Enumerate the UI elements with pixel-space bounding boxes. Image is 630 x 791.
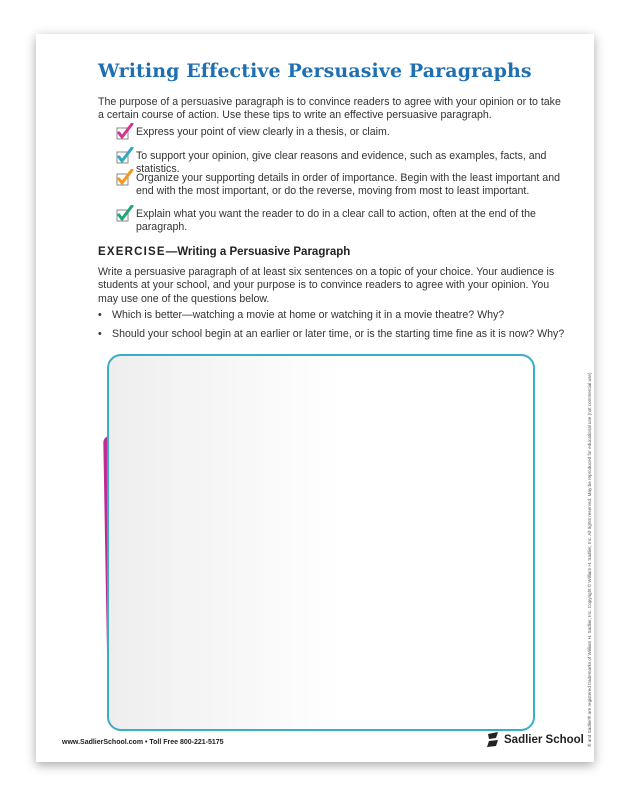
logo-text: Sadlier School: [504, 734, 584, 746]
exercise-label: EXERCISE: [98, 246, 166, 258]
tip-text: To support your opinion, give clear reasons and evidence, such as examples, facts, and statistics.: [136, 150, 547, 176]
exercise-instructions: Write a persuasive paragraph of at least six sentences on a topic of your choice. Your audience is students at your school, and your purpose is to convince readers to agree with your opinion. You may use one of the questions below.: [98, 266, 555, 305]
checkbox-check-icon: [116, 205, 134, 222]
exercise-title: Writing a Persuasive Paragraph: [177, 246, 351, 258]
tip-text: Organize your supporting details in order of importance. Begin with the least important and end with the most important, or do the reverse, moving from most to least important.: [136, 172, 560, 198]
exercise-heading: [98, 246, 350, 258]
exercise-dash: —: [165, 246, 178, 258]
intro-paragraph: The purpose of a persuasive paragraph is to convince readers to agree with your opinion or to take a certain course of action. Use these tips to write an effective persuasive paragraph.: [98, 96, 561, 122]
question-text: Should your school begin at an earlier or later time, or is the starting time fine as it is now? Why?: [112, 328, 565, 340]
footer-contact: www.SadlierSchool.com • Toll Free 800-221-5175: [62, 739, 224, 746]
tip-text: Express your point of view clearly in a thesis, or claim.: [136, 126, 390, 138]
worksheet-page: [36, 34, 594, 762]
checkbox-check-icon: [116, 169, 134, 186]
writing-area-box[interactable]: [107, 354, 535, 731]
bullet-glyph: •: [98, 309, 102, 321]
question-text: Which is better—watching a movie at home or watching it in a movie theatre? Why?: [112, 309, 505, 321]
checkbox-check-icon: [116, 123, 134, 140]
tip-text: Explain what you want the reader to do in a clear call to action, often at the end of the paragraph.: [136, 208, 536, 234]
checkbox-check-icon: [116, 147, 134, 164]
bullet-glyph: •: [98, 328, 102, 340]
page-title: Writing Effective Persuasive Paragraphs: [98, 60, 532, 82]
copyright-side-text: ® and Sadlier® are registered trademarks of William H. Sadlier, Inc. Copyright © William H. Sadlier, Inc. All rights reserved. May be reproduced for educational use (not commercial use): [587, 372, 592, 747]
sadlier-logo-icon: [484, 730, 502, 752]
